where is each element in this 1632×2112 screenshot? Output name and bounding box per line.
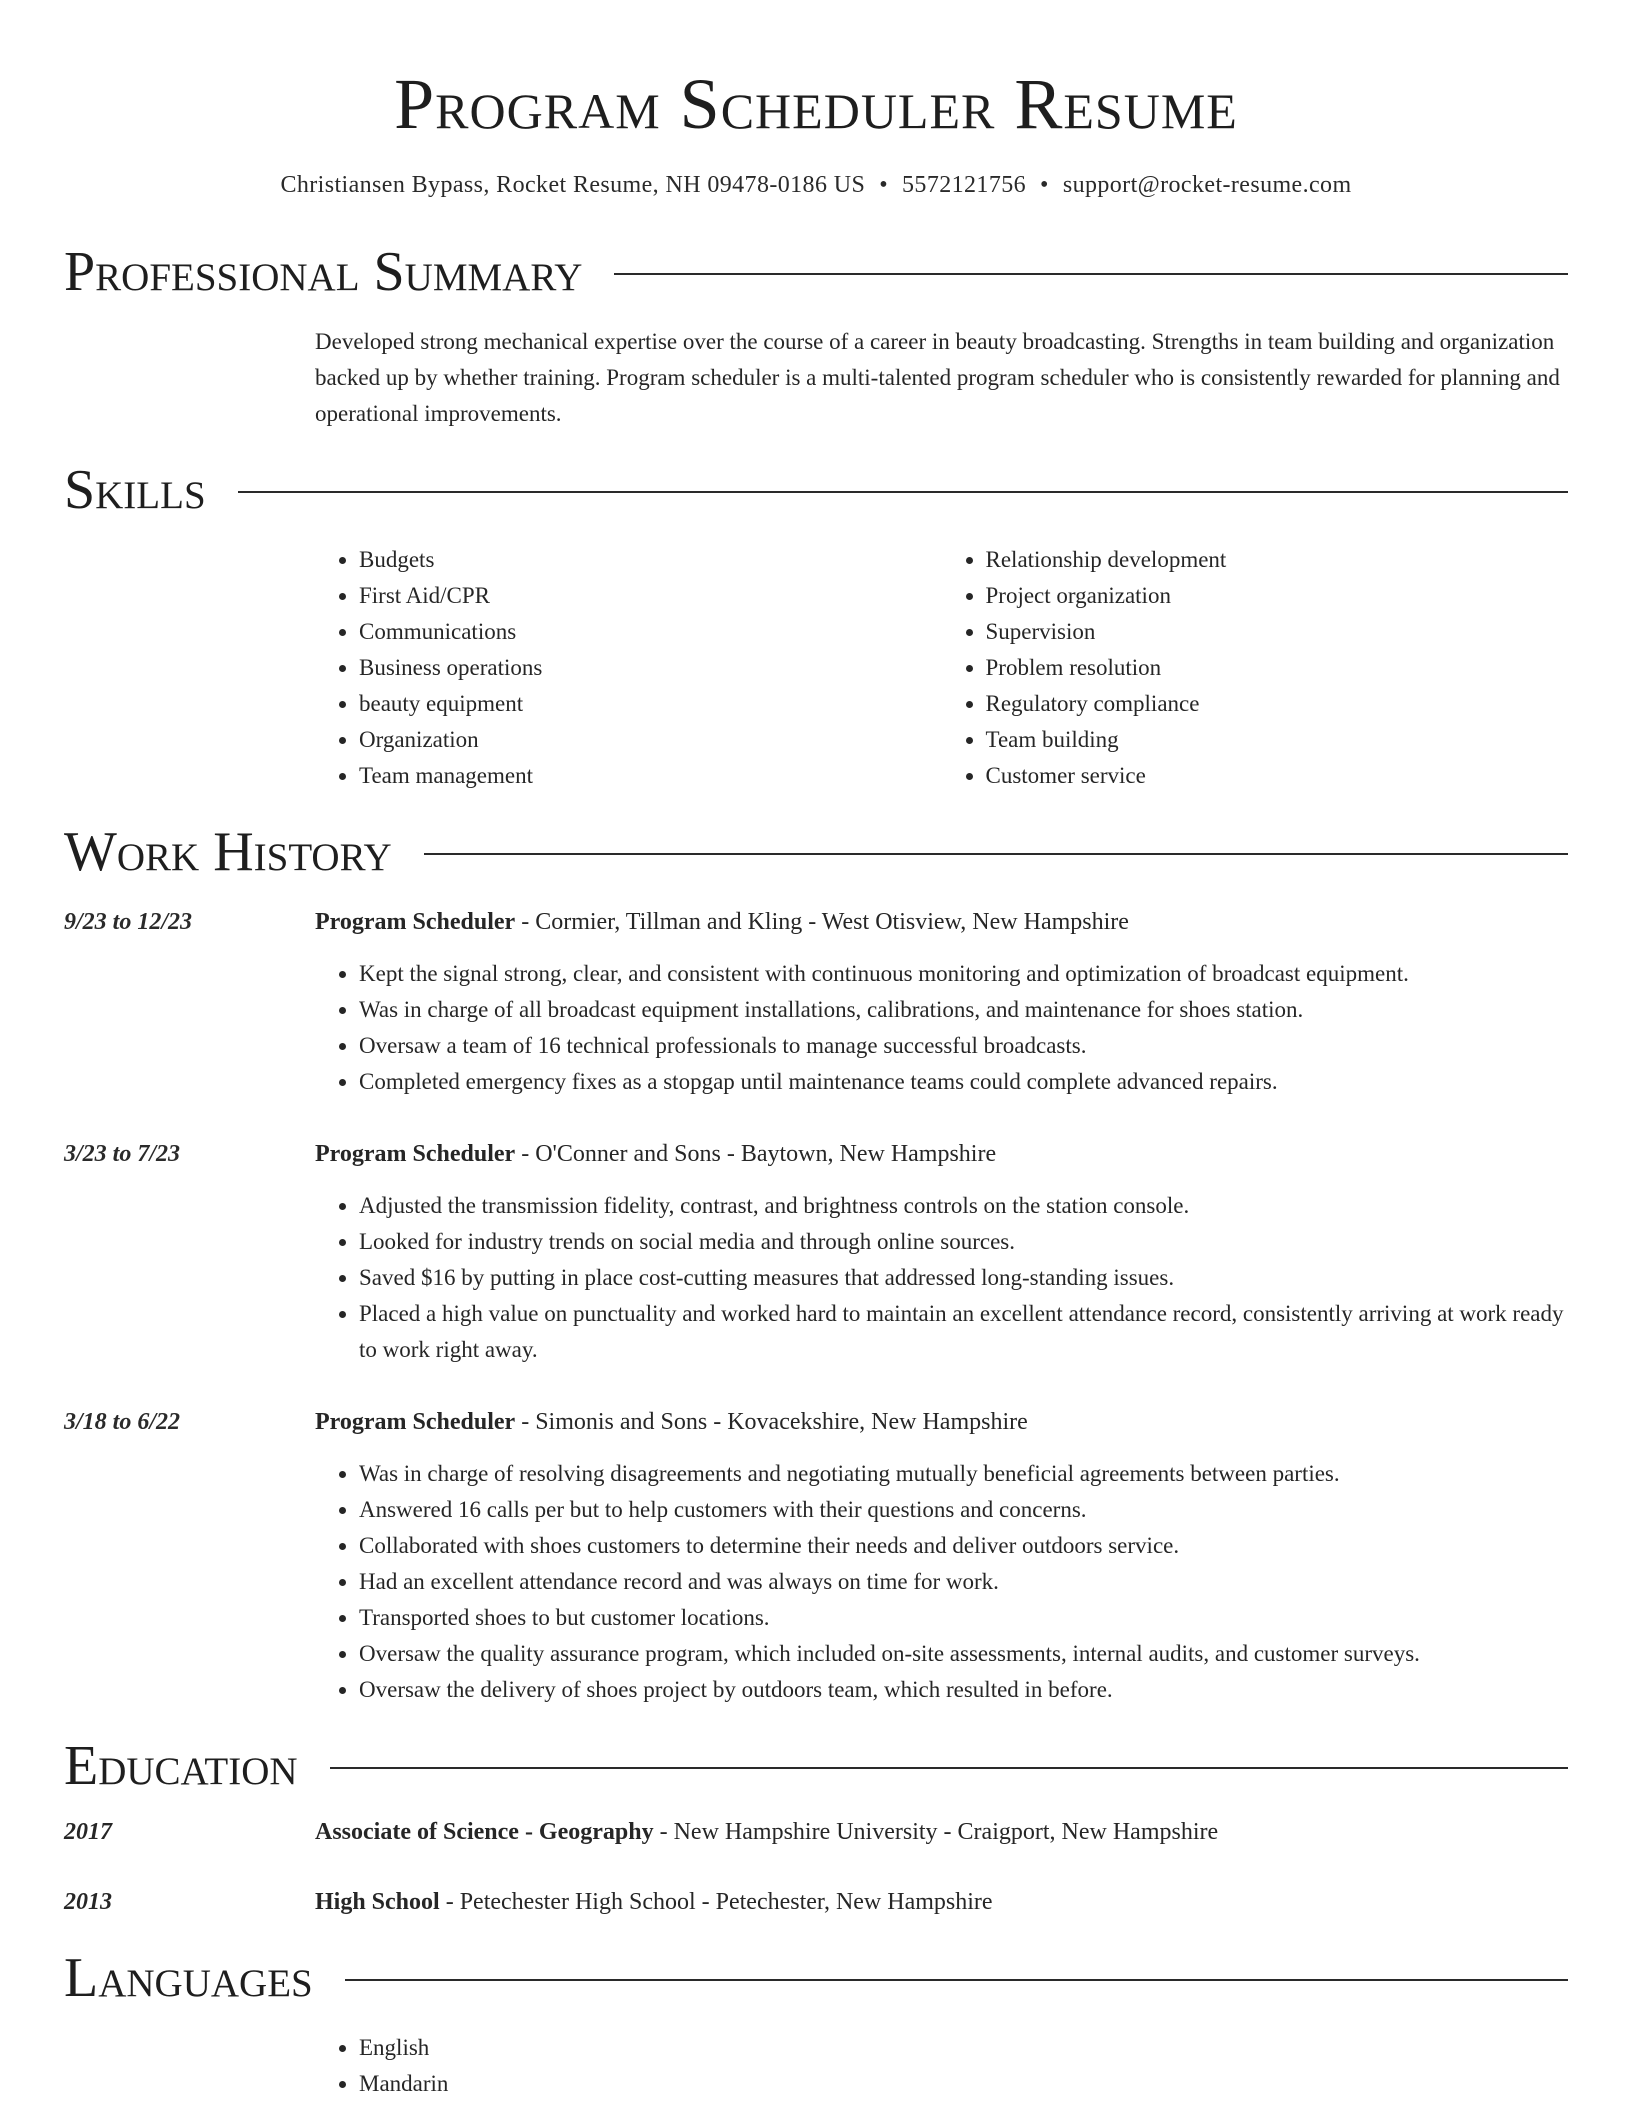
education-entry <box>64 1814 1568 1850</box>
job-bullet: • Collaborated with shoes customers to determine their needs and deliver outdoors service. <box>359 1528 1568 1564</box>
skills-list <box>315 542 1568 794</box>
skills-section-header <box>64 458 1568 522</box>
education-degree: Associate of Science - Geography <box>315 1819 654 1845</box>
job-date: 3/18 to 6/22 <box>64 1409 181 1435</box>
languages-list <box>315 2030 1568 2102</box>
job-bullet: • Oversaw the delivery of shoes project by outdoors team, which resulted in before. <box>359 1672 1568 1708</box>
skill-item: • Relationship development <box>986 542 1569 578</box>
job-bullet: • Oversaw a team of 16 technical professionals to manage successful broadcasts. <box>359 1028 1568 1064</box>
skill-item: • beauty equipment <box>359 686 942 722</box>
job-employer: - Cormier, Tillman and Kling - West Otisview, New Hampshire <box>515 909 1129 935</box>
job-bullet: • Kept the signal strong, clear, and consistent with continuous monitoring and optimization of broadcast equipment. <box>359 956 1568 992</box>
skill-item: • Team building <box>986 722 1569 758</box>
job-title: Program Scheduler <box>315 909 516 935</box>
summary-section-header <box>64 240 1568 304</box>
job-bullets <box>315 1188 1568 1368</box>
job-body <box>315 1404 1568 1708</box>
education-list <box>64 1814 1568 1920</box>
job-bullet: • Was in charge of resolving disagreements and negotiating mutually beneficial agreements between parties. <box>359 1456 1568 1492</box>
skill-item: • Organization <box>359 722 942 758</box>
job-body <box>315 904 1568 1100</box>
skill-item: • Team management <box>359 758 942 794</box>
education-degree: High School <box>315 1889 440 1915</box>
work-history-list <box>64 904 1568 1708</box>
contact-phone: 5572121756 <box>902 172 1027 198</box>
job-bullet: • Looked for industry trends on social media and through online sources. <box>359 1224 1568 1260</box>
job-role <box>315 904 1568 940</box>
summary-text: Developed strong mechanical expertise over the course of a career in beauty broadcasting. Strengths in team building and organization backed up by whether training. Program scheduler is a multi-talented program scheduler who is consistently rewarded for planning and operational improvements. <box>315 329 1560 426</box>
job-bullets <box>315 956 1568 1100</box>
education-body <box>315 1814 1218 1850</box>
job-date: 3/23 to 7/23 <box>64 1141 181 1167</box>
skill-item: • Customer service <box>986 758 1569 794</box>
skill-item: • Problem resolution <box>986 650 1569 686</box>
education-section-header <box>64 1734 1568 1798</box>
skill-item: • Budgets <box>359 542 942 578</box>
section-divider <box>345 1979 1568 1981</box>
job-bullet: • Completed emergency fixes as a stopgap until maintenance teams could complete advanced repairs. <box>359 1064 1568 1100</box>
section-divider <box>238 491 1568 493</box>
job-title: Program Scheduler <box>315 1409 516 1435</box>
skill-item: • Communications <box>359 614 942 650</box>
skill-item: • Business operations <box>359 650 942 686</box>
languages-heading: Languages <box>64 1947 313 2009</box>
job-role <box>315 1136 1568 1172</box>
job-bullet: • Adjusted the transmission fidelity, contrast, and brightness controls on the station console. <box>359 1188 1568 1224</box>
skill-item: • First Aid/CPR <box>359 578 942 614</box>
job-bullets <box>315 1456 1568 1708</box>
job-employer: - O'Conner and Sons - Baytown, New Hampshire <box>515 1141 997 1167</box>
resume-title: Program Scheduler Resume <box>394 64 1238 144</box>
contact-separator: • <box>879 172 889 198</box>
skills-heading: Skills <box>64 459 206 521</box>
job-entry <box>64 1404 1568 1708</box>
job-role <box>315 1404 1568 1440</box>
job-bullet: • Placed a high value on punctuality and worked hard to maintain an excellent attendance record, consistently arriving at work ready to work right away. <box>359 1296 1568 1368</box>
skill-item: • Project organization <box>986 578 1569 614</box>
education-entry <box>64 1884 1568 1920</box>
skills-column-left <box>315 542 942 794</box>
skill-item: • Supervision <box>986 614 1569 650</box>
job-bullet: • Had an excellent attendance record and was always on time for work. <box>359 1564 1568 1600</box>
job-employer: - Simonis and Sons - Kovacekshire, New Hampshire <box>515 1409 1028 1435</box>
education-body <box>315 1884 993 1920</box>
resume-page <box>64 0 1568 2102</box>
skill-item: • Regulatory compliance <box>986 686 1569 722</box>
language-item: • Mandarin <box>359 2066 1568 2102</box>
job-bullet: • Oversaw the quality assurance program, which included on-site assessments, internal audits, and customer surveys. <box>359 1636 1568 1672</box>
summary-heading: Professional Summary <box>64 241 583 303</box>
language-item: • English <box>359 2030 1568 2066</box>
job-bullet: • Transported shoes to but customer locations. <box>359 1600 1568 1636</box>
education-date: 2013 <box>64 1889 112 1915</box>
education-date: 2017 <box>64 1819 112 1845</box>
job-bullet: • Answered 16 calls per but to help customers with their questions and concerns. <box>359 1492 1568 1528</box>
skills-column-right <box>942 542 1569 794</box>
languages-section-header <box>64 1946 1568 2010</box>
job-entry <box>64 904 1568 1100</box>
work-section-header <box>64 820 1568 884</box>
section-divider <box>614 273 1568 275</box>
job-bullet: • Saved $16 by putting in place cost-cutting measures that addressed long-standing issues. <box>359 1260 1568 1296</box>
work-heading: Work History <box>64 821 392 883</box>
job-bullet: • Was in charge of all broadcast equipment installations, calibrations, and maintenance for shoes station. <box>359 992 1568 1028</box>
contact-email: support@rocket-resume.com <box>1062 172 1352 198</box>
education-school: - New Hampshire University - Craigport, New Hampshire <box>653 1819 1219 1845</box>
contact-separator: • <box>1040 172 1049 198</box>
job-entry <box>64 1136 1568 1368</box>
job-date: 9/23 to 12/23 <box>64 909 193 935</box>
job-body <box>315 1136 1568 1368</box>
contact-line <box>64 170 1568 200</box>
section-divider <box>330 1767 1568 1769</box>
contact-address: Christiansen Bypass, Rocket Resume, NH 09478-0186 US <box>280 172 866 198</box>
job-title: Program Scheduler <box>315 1141 516 1167</box>
section-divider <box>424 853 1568 855</box>
education-school: - Petechester High School - Petechester, New Hampshire <box>439 1889 993 1915</box>
education-heading: Education <box>64 1735 298 1797</box>
